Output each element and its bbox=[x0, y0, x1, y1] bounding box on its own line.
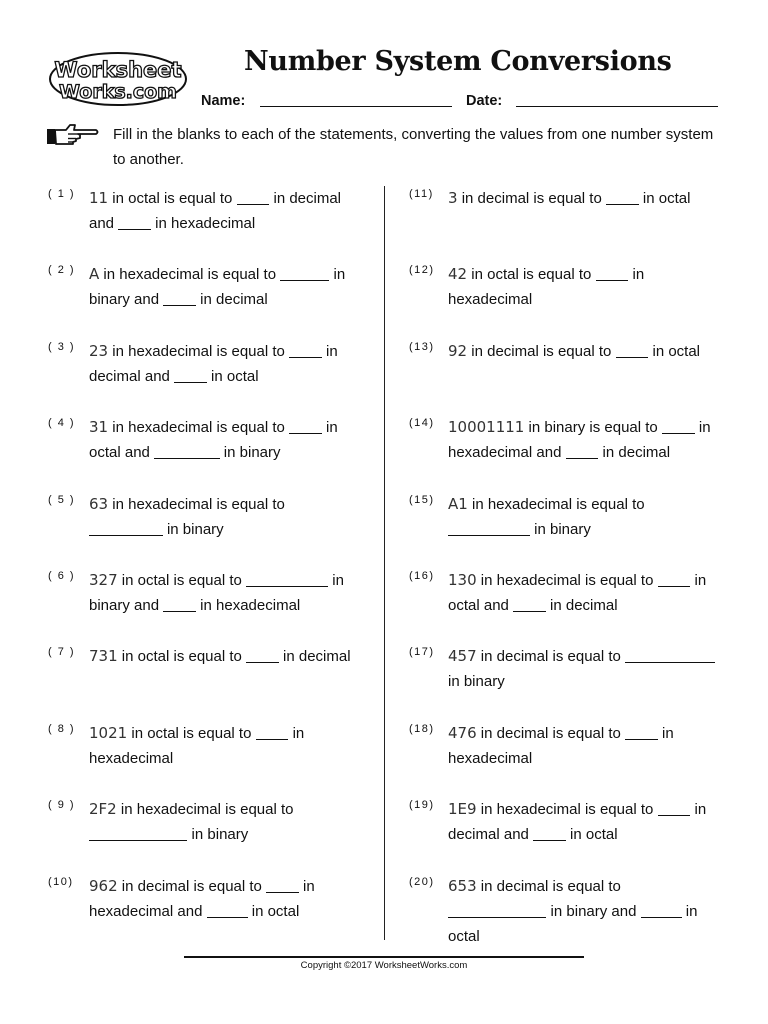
statement-text: in hexadecimal bbox=[89, 724, 305, 767]
answer-blank[interactable] bbox=[533, 825, 566, 841]
problem-number: (17) bbox=[409, 646, 435, 659]
logo-text-line1: Worksheet bbox=[54, 58, 182, 82]
date-label: Date: bbox=[466, 93, 503, 109]
given-value: 23 bbox=[89, 341, 109, 360]
given-value: 2F2 bbox=[89, 800, 117, 819]
page-title: Number System Conversions bbox=[244, 46, 672, 77]
statement-text: in decimal is equal to bbox=[117, 877, 267, 895]
problem-number: (19) bbox=[409, 799, 435, 812]
problem-statement bbox=[89, 644, 361, 669]
worksheetworks-logo bbox=[48, 50, 190, 106]
statement-text: in octal is equal to bbox=[117, 648, 247, 666]
statement-text: in decimal and bbox=[89, 190, 342, 232]
statement-text: in hexadecimal bbox=[151, 215, 256, 232]
statement-text: in hexadecimal is equal to bbox=[108, 342, 290, 360]
problem-statement bbox=[89, 415, 361, 465]
statement-text: in binary bbox=[219, 444, 281, 462]
statement-text: in hexadecimal is equal to bbox=[108, 495, 285, 513]
statement-text: in hexadecimal bbox=[448, 266, 645, 309]
statement-text: in decimal bbox=[545, 597, 618, 614]
given-value: 10001111 bbox=[448, 418, 525, 437]
answer-blank[interactable] bbox=[246, 571, 328, 587]
given-value: 457 bbox=[448, 647, 477, 666]
problem-number: ( 1 ) bbox=[48, 188, 76, 200]
statement-text: in octal is equal to bbox=[467, 266, 596, 284]
statement-text: in binary bbox=[162, 520, 224, 538]
answer-blank[interactable] bbox=[625, 647, 715, 663]
given-value: 92 bbox=[448, 341, 468, 360]
statement-text: in octal bbox=[565, 826, 618, 844]
statement-text: in octal and bbox=[89, 419, 338, 462]
problem-statement bbox=[448, 797, 718, 847]
given-value: 63 bbox=[89, 494, 109, 513]
statement-text: in decimal is equal to bbox=[476, 724, 626, 742]
given-value: 731 bbox=[89, 647, 118, 666]
answer-blank[interactable] bbox=[658, 571, 691, 587]
given-value: 962 bbox=[89, 876, 118, 895]
copyright-text: Copyright ©2017 WorksheetWorks.com bbox=[300, 960, 468, 971]
problem-statement bbox=[89, 568, 361, 618]
statement-text: in octal bbox=[648, 342, 701, 360]
statement-text: in hexadecimal is equal to bbox=[467, 495, 645, 513]
problem-statement bbox=[448, 415, 718, 465]
statement-text: in octal is equal to bbox=[117, 572, 247, 589]
problem-number: (18) bbox=[409, 722, 435, 735]
answer-blank[interactable] bbox=[266, 877, 299, 893]
statement-text: in octal bbox=[206, 367, 259, 385]
answer-blank[interactable] bbox=[256, 724, 289, 740]
answer-blank[interactable] bbox=[662, 418, 695, 434]
statement-text: in decimal is equal to bbox=[467, 342, 616, 360]
statement-text: in hexadecimal and bbox=[89, 877, 315, 920]
problem-number: ( 9 ) bbox=[48, 799, 76, 812]
problem-statement bbox=[89, 797, 361, 847]
name-label: Name: bbox=[201, 93, 246, 109]
problem-statement bbox=[448, 492, 718, 542]
problem-statement bbox=[448, 644, 718, 694]
problem-statement bbox=[89, 262, 361, 312]
given-value: 31 bbox=[89, 418, 109, 437]
statement-text: in hexadecimal bbox=[448, 724, 674, 767]
problem-statement bbox=[89, 492, 361, 542]
problem-statement bbox=[448, 568, 718, 618]
statement-text: in binary and bbox=[89, 266, 346, 309]
problem-statement bbox=[448, 721, 718, 771]
statement-text: in binary and bbox=[546, 902, 641, 920]
logo-text-line2: Works.com bbox=[59, 81, 177, 103]
answer-blank[interactable] bbox=[658, 800, 691, 816]
problem-number: ( 7 ) bbox=[48, 646, 76, 659]
problem-statement bbox=[89, 339, 361, 389]
given-value: 42 bbox=[448, 265, 468, 284]
answer-blank[interactable] bbox=[207, 902, 248, 918]
statement-text: in decimal is equal to bbox=[457, 190, 606, 207]
statement-text: in decimal and bbox=[448, 801, 707, 844]
answer-blank[interactable] bbox=[163, 596, 196, 612]
statement-text: in octal is equal to bbox=[127, 724, 256, 742]
given-value: A bbox=[89, 265, 100, 284]
problem-number: ( 4 ) bbox=[48, 417, 76, 430]
problem-number: ( 8 ) bbox=[48, 722, 76, 735]
answer-blank[interactable] bbox=[289, 342, 322, 358]
problem-number: (13) bbox=[409, 340, 435, 353]
answer-blank[interactable] bbox=[566, 443, 599, 459]
problem-statement bbox=[89, 874, 361, 924]
problem-statement bbox=[89, 186, 361, 236]
statement-text: in decimal bbox=[278, 648, 351, 666]
problem-statement bbox=[448, 186, 718, 211]
given-value: 130 bbox=[448, 571, 477, 589]
answer-blank[interactable] bbox=[280, 265, 329, 281]
answer-blank[interactable] bbox=[118, 214, 151, 230]
statement-text: in hexadecimal and bbox=[448, 419, 711, 462]
answer-blank[interactable] bbox=[237, 189, 270, 205]
problem-number: (15) bbox=[409, 493, 435, 506]
statement-text: in octal and bbox=[448, 572, 707, 614]
column-divider bbox=[384, 186, 385, 940]
problem-statement bbox=[89, 721, 361, 771]
pointing-hand-icon bbox=[46, 122, 100, 148]
statement-text: in hexadecimal is equal to bbox=[476, 572, 658, 589]
statement-text: in octal bbox=[638, 190, 691, 207]
statement-text: in decimal and bbox=[89, 342, 338, 385]
problem-number: (16) bbox=[409, 570, 435, 582]
statement-text: in decimal is equal to bbox=[476, 648, 626, 666]
given-value: 11 bbox=[89, 189, 109, 207]
problem-number: ( 6 ) bbox=[48, 570, 76, 582]
answer-blank[interactable] bbox=[616, 342, 649, 358]
given-value: 1E9 bbox=[448, 800, 477, 819]
statement-text: in hexadecimal is equal to bbox=[476, 801, 658, 819]
statement-text: in octal bbox=[448, 902, 698, 945]
problem-number: ( 5 ) bbox=[48, 493, 76, 506]
answer-blank[interactable] bbox=[289, 418, 322, 434]
statement-text: in hexadecimal is equal to bbox=[99, 266, 281, 284]
problem-number: (12) bbox=[409, 264, 435, 277]
statement-text: in binary and bbox=[89, 572, 344, 614]
answer-blank[interactable] bbox=[246, 647, 279, 663]
answer-blank[interactable] bbox=[163, 290, 196, 306]
problem-number: (20) bbox=[409, 875, 435, 888]
name-field[interactable] bbox=[260, 106, 452, 107]
problem-number: ( 2 ) bbox=[48, 264, 76, 277]
given-value: 3 bbox=[448, 189, 458, 207]
date-field[interactable] bbox=[516, 106, 718, 107]
answer-blank[interactable] bbox=[513, 596, 546, 612]
answer-blank[interactable] bbox=[174, 367, 207, 383]
statement-text: in hexadecimal is equal to bbox=[108, 419, 290, 437]
statement-text: in binary bbox=[187, 826, 249, 844]
statement-text: in octal is equal to bbox=[108, 190, 237, 207]
given-value: 327 bbox=[89, 571, 118, 589]
statement-text: in hexadecimal bbox=[196, 597, 301, 614]
answer-blank[interactable] bbox=[89, 825, 187, 841]
problem-statement bbox=[448, 262, 718, 312]
problem-number: (10) bbox=[48, 875, 74, 888]
statement-text: in binary bbox=[448, 673, 505, 691]
statement-text: in binary bbox=[530, 520, 591, 538]
given-value: 1021 bbox=[89, 723, 128, 742]
problem-number: (11) bbox=[409, 188, 434, 200]
answer-blank[interactable] bbox=[89, 520, 163, 536]
answer-blank[interactable] bbox=[606, 189, 639, 205]
given-value: A1 bbox=[448, 494, 468, 513]
statement-text: in hexadecimal is equal to bbox=[116, 801, 294, 819]
given-value: 476 bbox=[448, 723, 477, 742]
answer-blank[interactable] bbox=[154, 443, 220, 459]
statement-text: in decimal is equal to bbox=[476, 877, 621, 895]
problem-statement bbox=[448, 339, 718, 364]
answer-blank[interactable] bbox=[641, 902, 682, 918]
answer-blank[interactable] bbox=[596, 265, 629, 281]
answer-blank[interactable] bbox=[448, 520, 530, 536]
problem-statement bbox=[448, 874, 718, 949]
statement-text: in decimal bbox=[598, 444, 671, 462]
statement-text: in binary is equal to bbox=[524, 419, 662, 437]
answer-blank[interactable] bbox=[448, 902, 546, 918]
answer-blank[interactable] bbox=[625, 724, 658, 740]
statement-text: in decimal bbox=[196, 291, 268, 309]
problem-number: (14) bbox=[409, 417, 435, 430]
footer-divider bbox=[184, 956, 584, 958]
statement-text: in octal bbox=[247, 902, 300, 920]
given-value: 653 bbox=[448, 876, 477, 895]
problem-number: ( 3 ) bbox=[48, 340, 76, 353]
instructions-text: Fill in the blanks to each of the statements, converting the values from one number system to another. bbox=[113, 126, 714, 168]
